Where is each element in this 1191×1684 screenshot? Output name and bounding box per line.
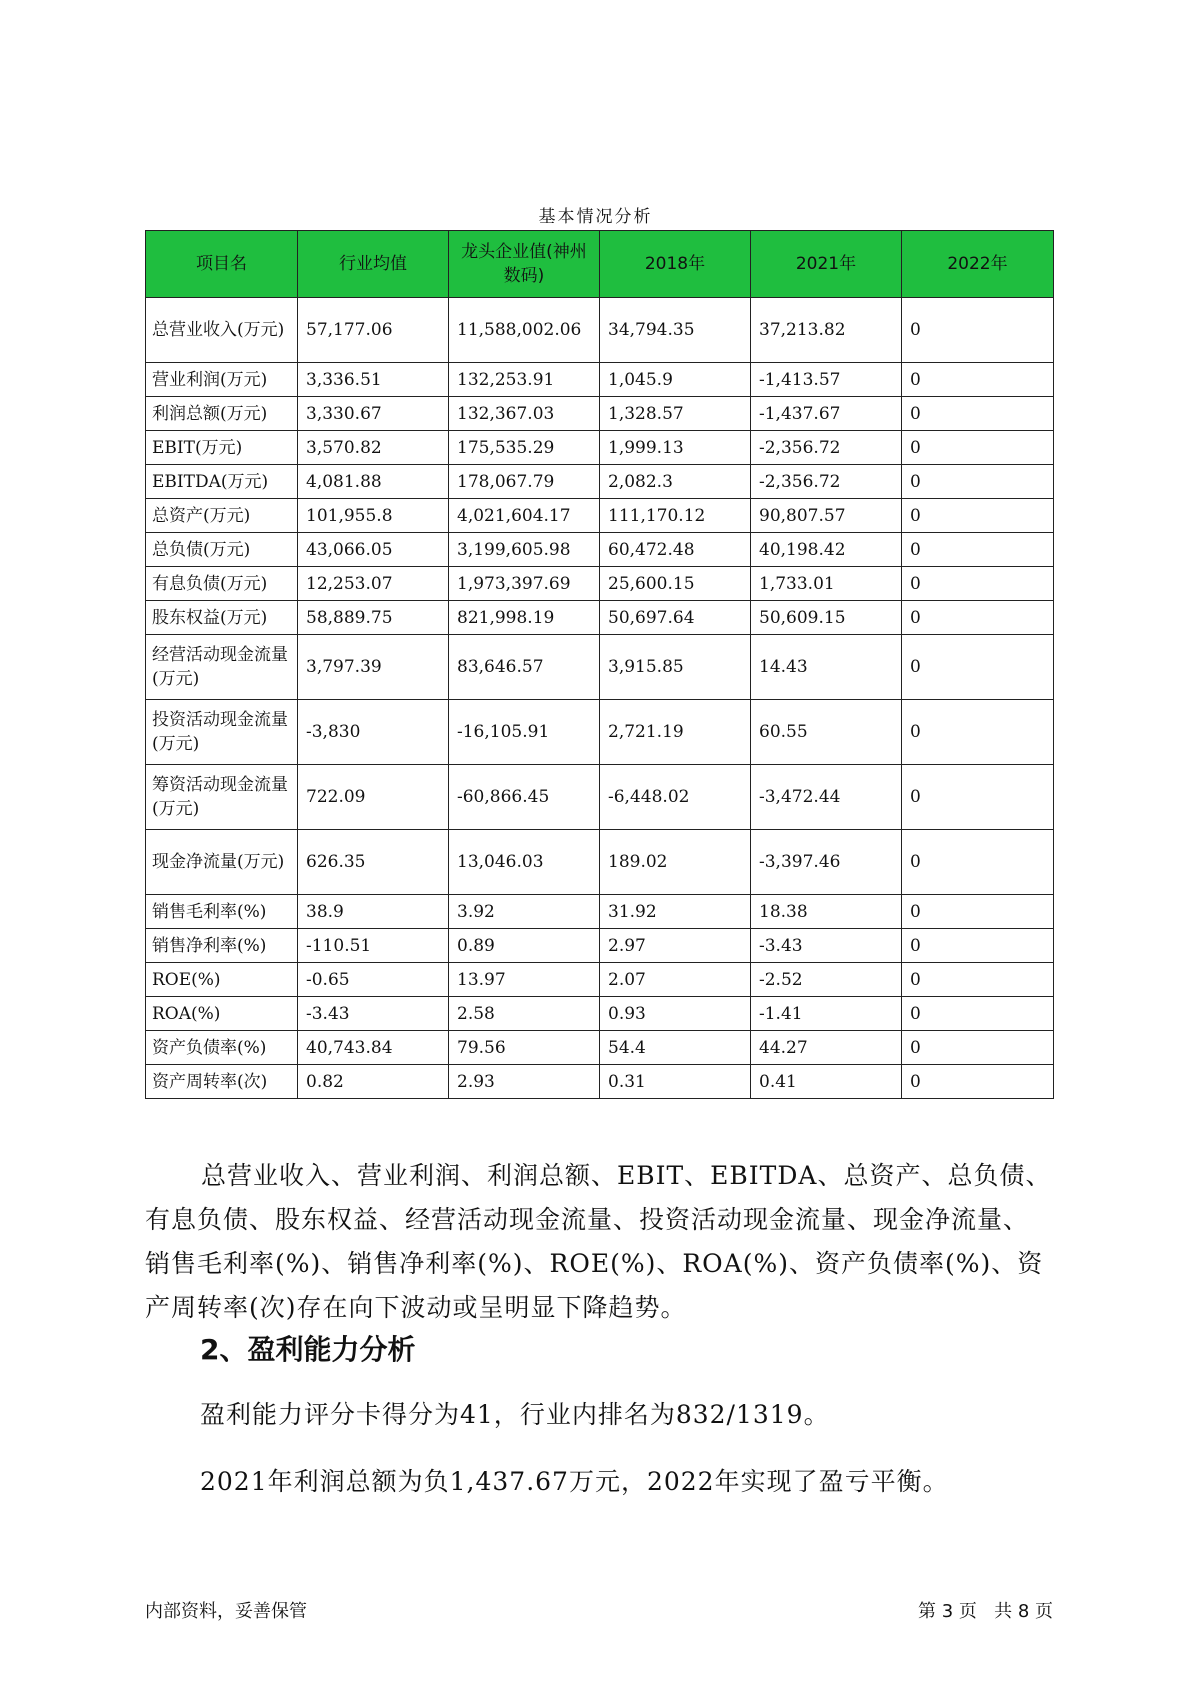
table-cell: 2,082.3 — [600, 465, 751, 499]
table-cell: 50,697.64 — [600, 601, 751, 635]
table-cell: 4,021,604.17 — [449, 499, 600, 533]
table-cell: 1,999.13 — [600, 431, 751, 465]
table-cell: -2,356.72 — [751, 465, 902, 499]
table-cell: 13.97 — [449, 963, 600, 997]
row-label: 资产负债率(%) — [146, 1031, 298, 1065]
table-row — [146, 363, 1054, 397]
footer-confidential: 内部资料，妥善保管 — [145, 1601, 307, 1622]
table-cell: 0 — [902, 465, 1054, 499]
table-cell: 2.58 — [449, 997, 600, 1031]
table-cell: 0 — [902, 765, 1054, 830]
table-cell: 3.92 — [449, 895, 600, 929]
table-cell: -1,437.67 — [751, 397, 902, 431]
header-item-name: 项目名 — [146, 231, 298, 298]
table-cell: 821,998.19 — [449, 601, 600, 635]
table-cell: 25,600.15 — [600, 567, 751, 601]
table-row — [146, 1065, 1054, 1099]
row-label: EBIT(万元) — [146, 431, 298, 465]
table-row — [146, 929, 1054, 963]
table-cell: -0.65 — [298, 963, 449, 997]
row-label: 现金净流量(万元) — [146, 830, 298, 895]
table-cell: 50,609.15 — [751, 601, 902, 635]
table-row — [146, 567, 1054, 601]
row-label: ROA(%) — [146, 997, 298, 1031]
row-label: ROE(%) — [146, 963, 298, 997]
table-header-row — [146, 231, 1054, 298]
table-cell: 31.92 — [600, 895, 751, 929]
header-leader-value: 龙头企业值(神州数码) — [449, 231, 600, 298]
table-row — [146, 431, 1054, 465]
table-cell: 0 — [902, 601, 1054, 635]
row-label: 营业利润(万元) — [146, 363, 298, 397]
table-row — [146, 895, 1054, 929]
table-cell: 0.31 — [600, 1065, 751, 1099]
table-cell: 83,646.57 — [449, 635, 600, 700]
basic-analysis-table — [145, 230, 1054, 1099]
table-cell: 3,199,605.98 — [449, 533, 600, 567]
table-cell: 3,915.85 — [600, 635, 751, 700]
table-cell: 3,570.82 — [298, 431, 449, 465]
table-body — [146, 298, 1054, 1099]
table-cell: 0.89 — [449, 929, 600, 963]
row-label: 有息负债(万元) — [146, 567, 298, 601]
table-cell: -6,448.02 — [600, 765, 751, 830]
table-cell: 14.43 — [751, 635, 902, 700]
row-label: 总负债(万元) — [146, 533, 298, 567]
row-label: 总资产(万元) — [146, 499, 298, 533]
table-cell: 2.93 — [449, 1065, 600, 1099]
table-caption: 基本情况分析 — [538, 207, 653, 227]
table-cell: 0.82 — [298, 1065, 449, 1099]
table-cell: 626.35 — [298, 830, 449, 895]
table-cell: 79.56 — [449, 1031, 600, 1065]
table-cell: 0 — [902, 397, 1054, 431]
table-cell: 0 — [902, 363, 1054, 397]
table-cell: -1,413.57 — [751, 363, 902, 397]
score-line: 盈利能力评分卡得分为41，行业内排名为832/1319。 — [200, 1400, 830, 1429]
header-2022: 2022年 — [902, 231, 1054, 298]
row-label: 总营业收入(万元) — [146, 298, 298, 363]
table-cell: -1.41 — [751, 997, 902, 1031]
table-cell: -3,397.46 — [751, 830, 902, 895]
table-cell: -2,356.72 — [751, 431, 902, 465]
table-cell: 189.02 — [600, 830, 751, 895]
table-cell: 3,330.67 — [298, 397, 449, 431]
table-cell: 3,797.39 — [298, 635, 449, 700]
table-row — [146, 601, 1054, 635]
table-cell: 132,367.03 — [449, 397, 600, 431]
table-cell: 54.4 — [600, 1031, 751, 1065]
table-cell: 60.55 — [751, 700, 902, 765]
row-label: 销售毛利率(%) — [146, 895, 298, 929]
section-heading: 2、盈利能力分析 — [200, 1333, 416, 1366]
table-row — [146, 997, 1054, 1031]
profit-line: 2021年利润总额为负1,437.67万元，2022年实现了盈亏平衡。 — [200, 1467, 949, 1496]
table-cell: 58,889.75 — [298, 601, 449, 635]
row-label: 经营活动现金流量(万元) — [146, 635, 298, 700]
table-row — [146, 465, 1054, 499]
table-cell: 1,973,397.69 — [449, 567, 600, 601]
table-cell: 37,213.82 — [751, 298, 902, 363]
table-cell: -16,105.91 — [449, 700, 600, 765]
table-cell: 0 — [902, 895, 1054, 929]
header-2018: 2018年 — [600, 231, 751, 298]
table-cell: 0 — [902, 431, 1054, 465]
table-row — [146, 499, 1054, 533]
table-cell: -110.51 — [298, 929, 449, 963]
table-row — [146, 397, 1054, 431]
table-cell: 178,067.79 — [449, 465, 600, 499]
table-cell: 60,472.48 — [600, 533, 751, 567]
table-cell: 0 — [902, 997, 1054, 1031]
table-cell: 1,045.9 — [600, 363, 751, 397]
table-cell: 13,046.03 — [449, 830, 600, 895]
table-row — [146, 963, 1054, 997]
table-cell: 722.09 — [298, 765, 449, 830]
table-cell: 1,733.01 — [751, 567, 902, 601]
table-cell: 18.38 — [751, 895, 902, 929]
table-cell: 1,328.57 — [600, 397, 751, 431]
table-row — [146, 298, 1054, 363]
table-cell: 0 — [902, 635, 1054, 700]
table-cell: 0 — [902, 830, 1054, 895]
table-row — [146, 1031, 1054, 1065]
row-label: 利润总额(万元) — [146, 397, 298, 431]
table-cell: 0 — [902, 533, 1054, 567]
row-label: 股东权益(万元) — [146, 601, 298, 635]
header-industry-average: 行业均值 — [298, 231, 449, 298]
summary-paragraph: 总营业收入、营业利润、利润总额、EBIT、EBITDA、总资产、总负债、有息负债、股东权益、经营活动现金流量、投资活动现金流量、现金净流量、销售毛利率(%)、销售净利率(%)、ROE(%)、ROA(%)、资产负债率(%)、资产周转率(次)存在向下波动或呈明显下降趋势。 — [145, 1161, 1052, 1322]
table-cell: 111,170.12 — [600, 499, 751, 533]
table-cell: 34,794.35 — [600, 298, 751, 363]
table-cell: 38.9 — [298, 895, 449, 929]
row-label: 投资活动现金流量(万元) — [146, 700, 298, 765]
table-cell: 0 — [902, 963, 1054, 997]
table-cell: 2,721.19 — [600, 700, 751, 765]
header-2021: 2021年 — [751, 231, 902, 298]
table-cell: 0 — [902, 929, 1054, 963]
table-cell: 0.93 — [600, 997, 751, 1031]
row-label: 销售净利率(%) — [146, 929, 298, 963]
table-cell: 0 — [902, 298, 1054, 363]
table-cell: 11,588,002.06 — [449, 298, 600, 363]
table-cell: 0.41 — [751, 1065, 902, 1099]
table-cell: -60,866.45 — [449, 765, 600, 830]
table-row — [146, 700, 1054, 765]
table-row — [146, 830, 1054, 895]
table-cell: 0 — [902, 567, 1054, 601]
table-cell: 175,535.29 — [449, 431, 600, 465]
table-cell: 0 — [902, 1031, 1054, 1065]
table-row — [146, 635, 1054, 700]
footer-page-number: 第 3 页 共 8 页 — [918, 1601, 1053, 1622]
table-cell: 2.07 — [600, 963, 751, 997]
table-cell: -3.43 — [751, 929, 902, 963]
table-cell: -3,830 — [298, 700, 449, 765]
table-cell: 3,336.51 — [298, 363, 449, 397]
table-cell: 57,177.06 — [298, 298, 449, 363]
table-cell: -3,472.44 — [751, 765, 902, 830]
table-cell: 40,743.84 — [298, 1031, 449, 1065]
table-cell: 12,253.07 — [298, 567, 449, 601]
table-cell: 90,807.57 — [751, 499, 902, 533]
table-row — [146, 765, 1054, 830]
table-cell: 2.97 — [600, 929, 751, 963]
table-cell: 44.27 — [751, 1031, 902, 1065]
row-label: 筹资活动现金流量(万元) — [146, 765, 298, 830]
table-cell: 4,081.88 — [298, 465, 449, 499]
row-label: EBITDA(万元) — [146, 465, 298, 499]
table-cell: 101,955.8 — [298, 499, 449, 533]
table-row — [146, 533, 1054, 567]
table-cell: 132,253.91 — [449, 363, 600, 397]
table-cell: 40,198.42 — [751, 533, 902, 567]
table-cell: 43,066.05 — [298, 533, 449, 567]
table-cell: -3.43 — [298, 997, 449, 1031]
table-cell: 0 — [902, 1065, 1054, 1099]
row-label: 资产周转率(次) — [146, 1065, 298, 1099]
table-cell: -2.52 — [751, 963, 902, 997]
table-cell: 0 — [902, 499, 1054, 533]
table-cell: 0 — [902, 700, 1054, 765]
